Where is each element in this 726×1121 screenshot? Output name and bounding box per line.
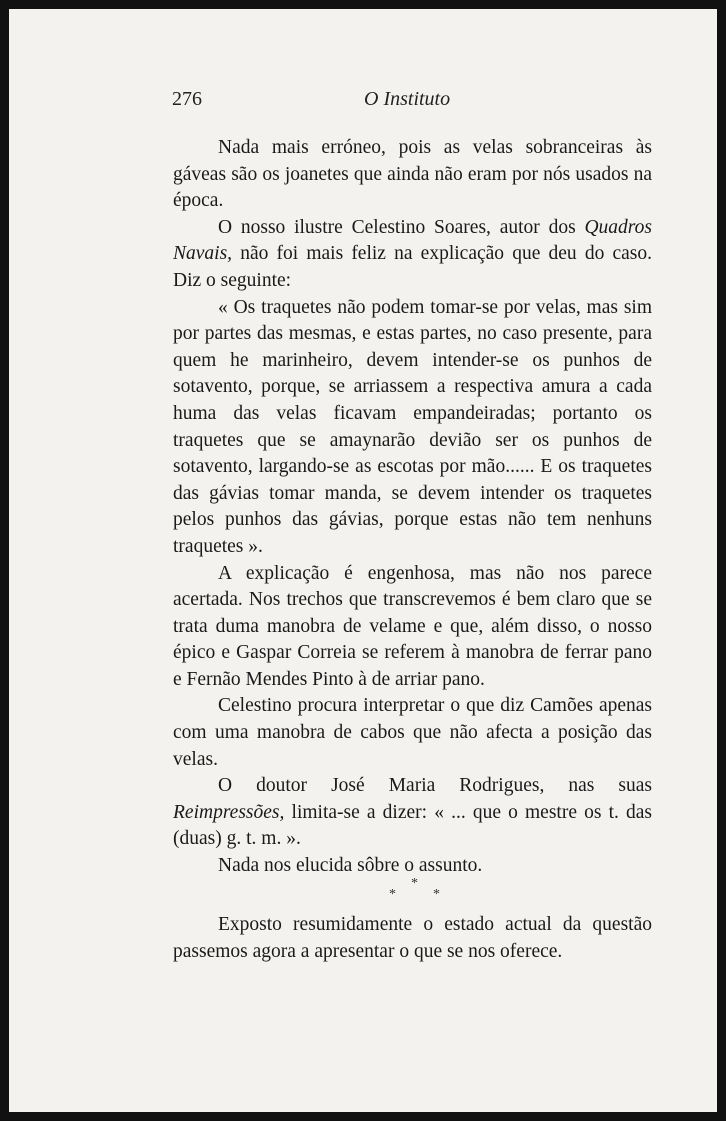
book-title-quadros-navais: Quadros Navais, [173,216,652,265]
closing-paragraph: Exposto resumidamente o estado actual da questão passemos agora a apresentar o que se nos oferece. [173,914,652,962]
page-number: 276 [172,88,202,110]
paragraph-6 [173,773,652,853]
asterisk-right: * [433,887,440,902]
paragraph-5: Celestino procura interpretar o que diz Camões apenas com uma manobra de cabos que não afecta a posição das velas. [173,695,652,770]
paragraph-7: Nada nos elucida sôbre o assunto. [218,855,483,877]
running-title: O Instituto [364,88,451,110]
closing-text [173,912,652,965]
scanned-page [9,9,717,1112]
paragraph-3-quotation: « Os traquetes não podem tomar-se por velas, mas sim por partes das mesmas, e estas partes, no caso presente, para quem he marinheiro, devem intender-se os punhos de sotavento, porque, se arriassem a respectiva amura a cada huma das velas ficavam empandeiradas; portanto os traquetes que se amaynarão devião ser os punhos de sotavento, largando-se as escotas por mão...... E os traquetes das gávias tomar manda, se devem intender os traquetes pelos punhos das gávias, porque estas não tem nenhuns traquetes ». [173,296,652,557]
paragraph-2-start: O nosso ilustre Celestino Soares, autor dos [218,216,585,238]
page-header [9,88,717,120]
paragraph-1: Nada mais erróneo, pois as velas sobranceiras às gáveas são os joanetes que ainda não eram por nós usados na época. [173,137,652,212]
asterisk-left: * [389,887,396,902]
paragraph-6-end: limita-se a dizer: « ... que o mestre os t. das (duas) g. t. m. ». [173,801,652,850]
paragraph-2-end: não foi mais feliz na explicação que deu do caso. Diz o seguinte: [173,243,652,291]
paragraph-2 [173,215,652,295]
book-title-reimpressoes: Reimpressões, [173,801,285,823]
paragraph-4: A explicação é engenhosa, mas não nos parece acertada. Nos trechos que transcrevemos é bem claro que se trata duma manobra de velame e que, além disso, o nosso épico e Gaspar Correia se referem à manobra de ferrar pano e Fernão Mendes Pinto à de arriar pano. [173,562,652,690]
asterism-separator [389,876,449,906]
paragraph-6-start: O doutor José Maria Rodrigues, nas suas [218,775,652,797]
asterisk-top: * [411,876,418,891]
body-text [173,135,652,880]
